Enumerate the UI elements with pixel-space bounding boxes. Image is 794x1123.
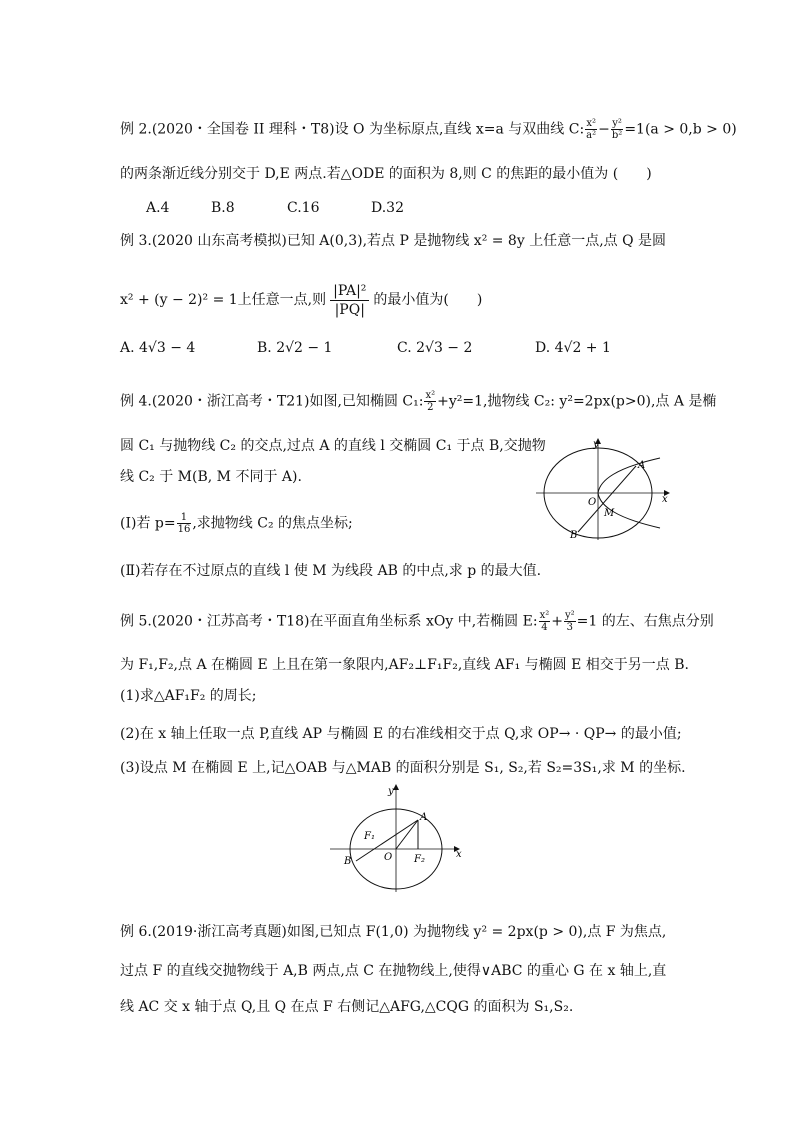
ex3-line2: x² + (y − 2)² = 1上任意一点,则 $\frac{\text{|PA|²}}{|PQ|}$ 的最小值为( )	[120, 282, 483, 318]
ex5-label-y: y	[388, 786, 394, 797]
ex3-option-d: D. 4√2 + 1	[535, 340, 611, 356]
ex5-label-f1: F₁	[364, 831, 375, 842]
ex5-label-a: A	[420, 812, 428, 823]
ex2-source: (2020・全国卷 II 理科・T8)	[151, 121, 335, 138]
ex4-source: (2020・浙江高考・T21)	[151, 393, 310, 410]
ex5-label: 例 5.	[120, 613, 152, 630]
ex4-line2: 圆 C₁ 与抛物线 C₂ 的交点,过点 A 的直线 l 交椭圆 C₁ 于点 B,交抛物	[120, 438, 546, 454]
ex2-x-frac: $\frac{\text{x²}}{\text{a²}}$	[586, 118, 597, 141]
answer-bracket: ( )	[443, 292, 483, 308]
ex3-option-a: A. 4√3 − 4	[120, 340, 196, 356]
ex3-line1: 例 3.(2020 山东高考模拟)已知 A(0,3),若点 P 是抛物线 x² = 8y 上任意一点,点 Q 是圆	[120, 233, 667, 249]
ex5-y-frac: $\frac{\text{y²}}{3}$	[564, 610, 575, 633]
ex4-label-o: O	[588, 497, 597, 508]
ex4-line-l	[578, 466, 636, 532]
ex4-line3: 线 C₂ 于 M(B, M 不同于 A).	[120, 469, 302, 485]
ex4-figure	[536, 436, 676, 544]
ex5-label-o: O	[384, 852, 393, 863]
ex6-label: 例 6.	[120, 924, 152, 940]
ex6-line2: 过点 F 的直线交抛物线于 A,B 两点,点 C 在抛物线上,使得∨ABC 的重心 G 在 x 轴上,直	[120, 963, 667, 979]
ex2-line2: 的两条渐近线分别交于 D,E 两点.若△ODE 的面积为 8,则 C 的焦距的最小值为 ( )	[120, 166, 652, 182]
ex5-x-frac: $\frac{\text{x²}}{4}$	[539, 610, 550, 633]
ex5-source: (2020・江苏高考・T18)	[151, 613, 310, 630]
ex4-label-a: A	[638, 460, 646, 471]
ex5-figure	[328, 782, 468, 894]
ex5-line-oa	[396, 820, 418, 849]
ex2-line1: 例 2.(2020・全国卷 II 理科・T8)设 O 为坐标原点,直线 x=a 与双曲线 C: $\frac{\text{x²}}{\text{a²}}$ − $\frac{\text{y²}}{\text{b²}}$ =1(a > 0,b > 0)	[120, 118, 737, 141]
ex3-option-c: C. 2√3 − 2	[397, 340, 473, 356]
ex4-line1: 例 4.(2020・浙江高考・T21)如图,已知椭圆 C₁: $\frac{\text{x²}}{2}$ +y²=1,抛物线 C₂: y²=2px(p>0),点 A 是椭	[120, 390, 717, 413]
ex5-q3: (3)设点 M 在椭圆 E 上,记△OAB 与△MAB 的面积分别是 S₁, S₂,若 S₂=3S₁,求 M 的坐标.	[120, 760, 686, 776]
ex4-ellipse-frac: $\frac{\text{x²}}{2}$	[425, 390, 436, 413]
ex2-y-frac: $\frac{\text{y²}}{\text{b²}}$	[611, 118, 623, 141]
ex5-line1: 例 5.(2020・江苏高考・T18)在平面直角坐标系 xOy 中,若椭圆 E: $\frac{\text{x²}}{4}$ + $\frac{\text{y²}}{3}$ =1 的左、右焦点分别	[120, 610, 714, 633]
ex4-q1: (Ⅰ)若 p= $\frac{1}{16}$ ,求抛物线 C₂ 的焦点坐标;	[120, 512, 353, 535]
ex5-label-f2: F₂	[414, 854, 425, 865]
ex2-option-d: D.32	[371, 200, 404, 216]
ex5-label-b: B	[344, 856, 352, 867]
ex4-label-x: x	[662, 494, 668, 505]
ex4-q2: (Ⅱ)若存在不过原点的直线 l 使 M 为线段 AB 的中点,求 p 的最大值.	[120, 563, 542, 579]
ex4-label-m: M	[604, 508, 615, 519]
ex5-q1: (1)求△AF₁F₂ 的周长;	[120, 688, 257, 704]
ex3-ratio-frac: $\frac{\text{|PA|²}}{|PQ|}$	[330, 282, 369, 319]
ex4-label-y: y	[593, 439, 599, 450]
ex4-p-frac: $\frac{1}{16}$	[177, 512, 191, 535]
ex4-label-b: B	[570, 530, 578, 541]
ex3-label: 例 3.	[120, 233, 152, 249]
ex5-line2: 为 F₁,F₂,点 A 在椭圆 E 上且在第一象限内,AF₂⊥F₁F₂,直线 AF₁ 与椭圆 E 相交于另一点 B.	[120, 657, 689, 673]
ex2-option-c: C.16	[287, 200, 320, 216]
ex5-y-arrow	[393, 784, 399, 790]
ex2-label: 例 2.	[120, 121, 152, 138]
ex6-line3: 线 AC 交 x 轴于点 Q,且 Q 在点 F 右侧记△AFG,△CQG 的面积为 S₁,S₂.	[120, 999, 574, 1015]
answer-bracket: ( )	[612, 166, 652, 182]
ex2-option-a: A.4	[146, 200, 170, 216]
ex3-source: (2020 山东高考模拟)	[151, 233, 287, 249]
ex6-line1: 例 6.(2019·浙江高考真题)如图,已知点 F(1,0) 为抛物线 y² = 2px(p > 0),点 F 为焦点,	[120, 924, 667, 940]
ex2-option-b: B.8	[211, 200, 235, 216]
ex6-source: (2019·浙江高考真题)	[151, 924, 287, 940]
ex5-label-x: x	[456, 849, 462, 860]
ex5-q2: (2)在 x 轴上任取一点 P,直线 AP 与椭圆 E 的右准线相交于点 Q,求 OP→ · QP→ 的最小值;	[120, 726, 682, 742]
ex3-option-b: B. 2√2 − 1	[257, 340, 333, 356]
ex4-label: 例 4.	[120, 393, 152, 410]
